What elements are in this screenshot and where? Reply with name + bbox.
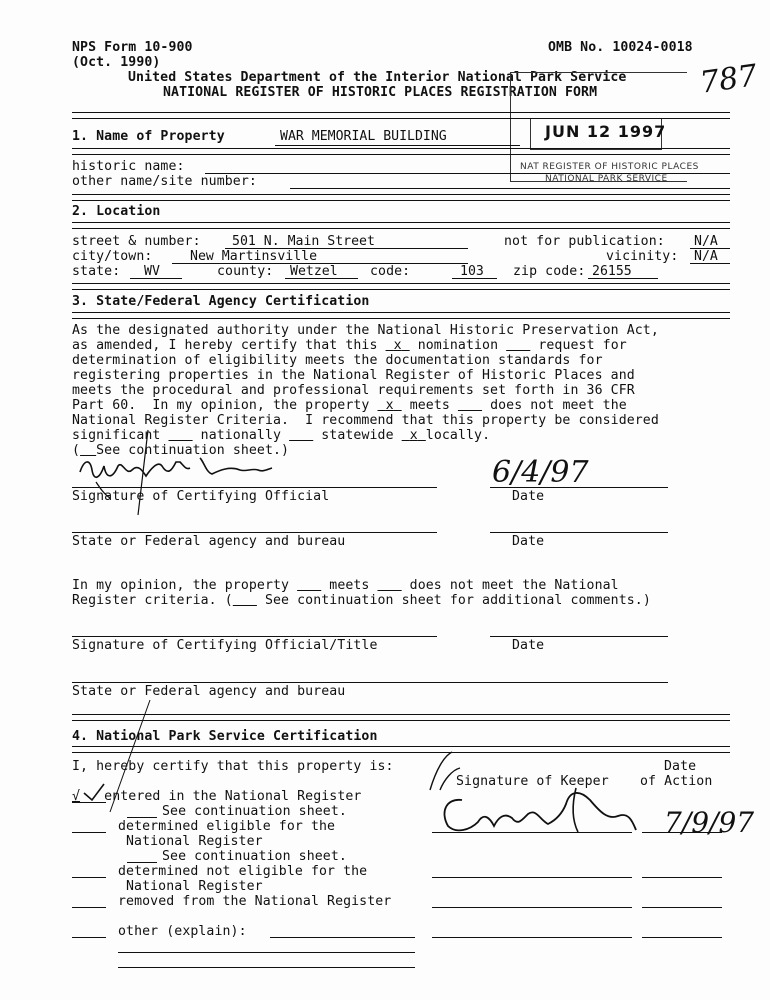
handwritten-keeper-date: 7/9/97 [664, 806, 755, 839]
vicinity-value: N/A [694, 249, 718, 264]
handwritten-reference-number: 787 [697, 58, 760, 101]
cert-text-line-3: determination of eligibility meets the documentation standards for [72, 353, 603, 368]
cert-text-line-4: registering properties in the National Register of Historic Places and [72, 368, 635, 383]
state-value: WV [144, 264, 160, 279]
county-value: Wetzel [290, 264, 338, 279]
cert-text-line-2: as amended, I hereby certify that this x nomination request for [72, 338, 627, 353]
removed-label: removed from the National Register [118, 894, 392, 909]
other-name-label: other name/site number: [72, 174, 257, 189]
zip-label: zip code: [513, 264, 586, 279]
agency-label: State or Federal agency and bureau [72, 534, 346, 549]
other-label: other (explain): [118, 924, 247, 939]
department-title: United States Department of the Interior National Park Service [128, 70, 627, 85]
omb-number: OMB No. 10024-0018 [548, 40, 693, 55]
entered-label: entered in the National Register [104, 789, 362, 804]
date-label: Date [512, 489, 545, 504]
cert-text-line-6: Part 60. In my opinion, the property x meets does not meet the [72, 398, 627, 413]
section-2-heading: 2. Location [72, 204, 161, 219]
form-date: (Oct. 1990) [72, 55, 161, 70]
code-value: 103 [460, 264, 484, 279]
cert-text-line-7: National Register Criteria. I recommend that this property be considered [72, 413, 659, 428]
street-label: street & number: [72, 234, 201, 249]
section-3-heading: 3. State/Federal Agency Certification [72, 294, 370, 309]
stamp-line-2: NATIONAL PARK SERVICE [545, 174, 668, 184]
second-agency-label: State or Federal agency and bureau [72, 684, 346, 699]
cert-text-line-8: significant nationally statewide x locally. [72, 428, 491, 443]
street-value: 501 N. Main Street [232, 234, 375, 249]
second-date-label: Date [512, 638, 545, 653]
historic-name-label: historic name: [72, 159, 185, 174]
signature-label: Signature of Certifying Official [72, 489, 330, 504]
action-label: of Action [640, 774, 713, 789]
property-name-value: WAR MEMORIAL BUILDING [280, 129, 447, 144]
eligible-label: determined eligible for the [118, 819, 336, 834]
keeper-signature-label: Signature of Keeper [456, 774, 609, 789]
stamp-date: JUN 12 1997 [545, 122, 667, 141]
form-title: NATIONAL REGISTER OF HISTORIC PLACES REGISTRATION FORM [163, 85, 598, 100]
agency-date-label: Date [512, 534, 545, 549]
not-for-publication-label: not for publication: [504, 234, 665, 249]
opinion-line-2: Register criteria. ( See continuation sheet for additional comments.) [72, 593, 651, 608]
second-signature-label: Signature of Certifying Official/Title [72, 638, 378, 653]
meets-check: x [385, 398, 394, 413]
not-for-publication-value: N/A [694, 234, 718, 249]
locally-check: x [409, 428, 418, 443]
county-label: county: [217, 264, 274, 279]
not-eligible-label: determined not eligible for the [118, 864, 368, 879]
cert-text-line-5: meets the procedural and professional requirements set forth in 36 CFR [72, 383, 635, 398]
stamp-line-1: NAT REGISTER OF HISTORIC PLACES [520, 162, 699, 172]
eligible-label-2: National Register [126, 834, 263, 849]
code-label: code: [370, 264, 411, 279]
nomination-check: x [393, 338, 402, 353]
opinion-line-1: In my opinion, the property meets does not meet the National [72, 578, 619, 593]
cert-text-line-9: ( See continuation sheet.) [72, 443, 290, 458]
state-label: state: [72, 264, 121, 279]
handwritten-certify-date: 6/4/97 [492, 455, 589, 490]
section-4-heading: 4. National Park Service Certification [72, 729, 378, 744]
zip-value: 26155 [592, 264, 632, 279]
see-sheet-2-label: See continuation sheet. [162, 849, 347, 864]
cert-text-line-1: As the designated authority under the National Historic Preservation Act, [72, 323, 659, 338]
see-sheet-1-label: See continuation sheet. [162, 804, 347, 819]
keeper-certify-text: I, hereby certify that this property is: [72, 759, 394, 774]
city-label: city/town: [72, 249, 153, 264]
keeper-date-label: Date [664, 759, 697, 774]
vicinity-label: vicinity: [606, 249, 679, 264]
not-eligible-label-2: National Register [126, 879, 263, 894]
entered-check: √ [72, 789, 81, 804]
section-1-heading: 1. Name of Property [72, 129, 225, 144]
form-number: NPS Form 10-900 [72, 40, 193, 55]
city-value: New Martinsville [190, 249, 318, 264]
